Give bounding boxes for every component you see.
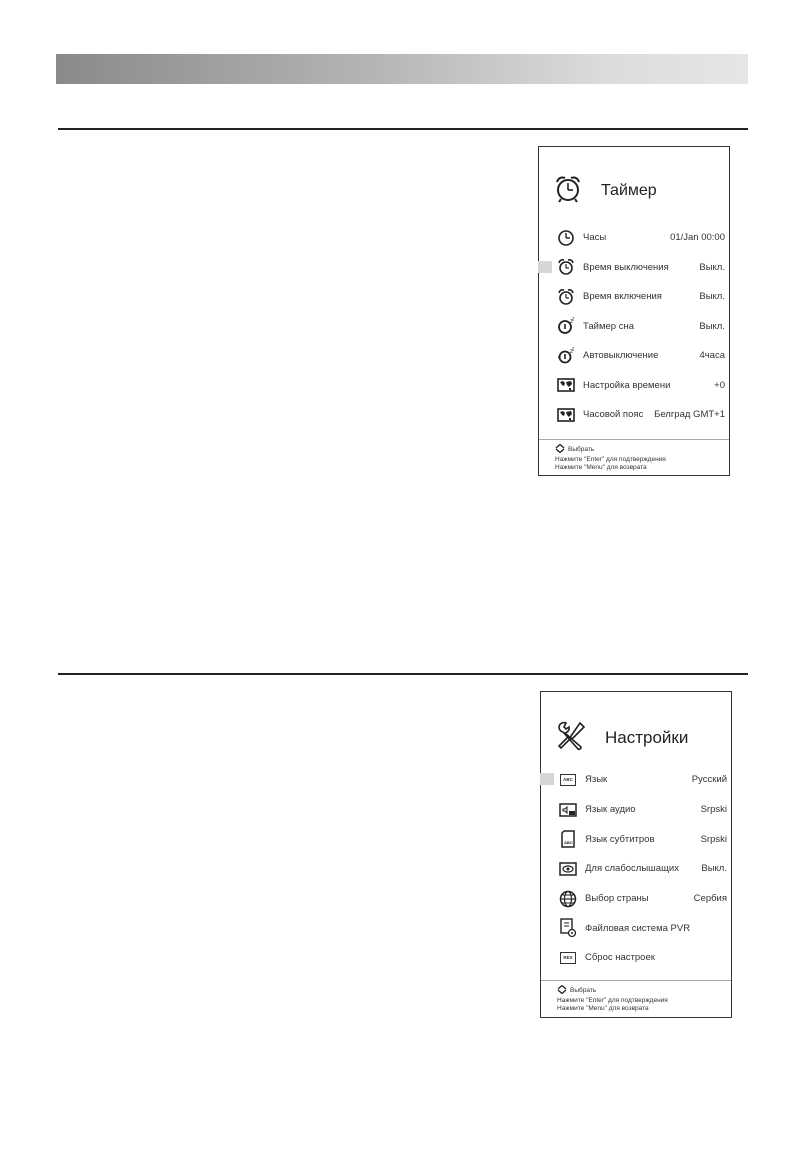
menu-item-value: 4часа: [699, 350, 725, 362]
settings-menu-header: [555, 716, 731, 760]
svg-text:z: z: [570, 348, 573, 355]
menu-item-label: Настройка времени: [583, 379, 671, 391]
hearing-impaired-icon: [559, 860, 577, 878]
menu-item-value: Srpski: [700, 833, 727, 845]
enter-hint: Нажмите "Enter" для подтверждения: [555, 456, 666, 463]
sleep-timer-icon: [557, 317, 575, 335]
menu-item-time-zone[interactable]: [539, 400, 729, 430]
svg-text:z: z: [570, 319, 573, 326]
timer-menu-header: [553, 171, 729, 211]
menu-item-label: Язык: [585, 774, 608, 786]
menu-item-label: Сброс настроек: [585, 952, 655, 964]
settings-menu-footer: [541, 980, 731, 1017]
menu-item-country[interactable]: [541, 884, 731, 914]
menu-item-hearing-impaired[interactable]: [541, 854, 731, 884]
menu-item-value: Выкл.: [701, 863, 727, 875]
subtitle-language-icon: [559, 830, 577, 848]
world-map-icon: [557, 406, 575, 424]
enter-hint: Нажмите "Enter" для подтверждения: [557, 997, 668, 1004]
menu-item-label: Таймер сна: [583, 320, 634, 332]
world-map-icon: [557, 376, 575, 394]
menu-item-label: Автовыключение: [583, 350, 659, 362]
timer-menu-title: Таймер: [601, 182, 657, 199]
menu-item-value: Выкл.: [699, 261, 725, 273]
clock-icon: [557, 229, 575, 247]
sleep-timer-icon: [557, 347, 575, 365]
timer-menu-footer: [539, 439, 729, 475]
menu-item-value: Сербия: [693, 893, 727, 905]
menu-item-audio-language[interactable]: [541, 795, 731, 825]
reset-icon: RES: [559, 949, 577, 967]
menu-item-label: Файловая система PVR: [585, 922, 691, 934]
select-hint: Выбрать: [570, 987, 597, 994]
menu-item-value: Srpski: [700, 804, 727, 816]
abc-language-icon: ABC: [559, 771, 577, 789]
settings-menu-panel: [540, 691, 732, 1018]
menu-item-pvr-file-system[interactable]: [541, 913, 731, 943]
menu-item-label: Язык субтитров: [585, 833, 655, 845]
menu-item-label: Часовой пояс: [583, 409, 644, 421]
alarm-clock-icon: [553, 174, 583, 209]
menu-item-value: Выкл.: [699, 320, 725, 332]
menu-item-auto-off[interactable]: [539, 341, 729, 371]
menu-item-label: Выбор страны: [585, 893, 649, 905]
svg-text:ABC: ABC: [564, 840, 573, 846]
menu-item-label: Время выключения: [583, 261, 669, 273]
audio-language-icon: [559, 801, 577, 819]
menu-item-subtitle-language[interactable]: [541, 824, 731, 854]
menu-item-value: 01/Jan 00:00: [670, 232, 725, 244]
menu-hint: Нажмите "Menu" для возврата: [555, 464, 647, 471]
menu-item-label: Для слабослышащих: [585, 863, 679, 875]
menu-item-clock[interactable]: [539, 223, 729, 253]
menu-item-off-time[interactable]: [539, 253, 729, 283]
menu-item-label: Время включения: [583, 291, 662, 303]
wrench-screwdriver-icon: [555, 720, 587, 757]
settings-menu-title: Настройки: [605, 728, 689, 747]
section-divider-settings: [58, 673, 748, 675]
globe-icon: [559, 890, 577, 908]
menu-item-value: Русский: [691, 774, 727, 786]
alarm-clock-icon: [557, 258, 575, 276]
timer-menu-list: [539, 223, 729, 430]
menu-item-label: Часы: [583, 232, 607, 244]
menu-item-on-time[interactable]: [539, 282, 729, 312]
menu-hint: Нажмите "Menu" для возврата: [557, 1005, 649, 1012]
svg-text:z: z: [572, 346, 575, 353]
menu-item-language[interactable]: [541, 765, 731, 795]
menu-item-value: Выкл.: [699, 291, 725, 303]
svg-text:z: z: [572, 317, 575, 323]
menu-item-reset[interactable]: [541, 943, 731, 973]
menu-item-label: Язык аудио: [585, 804, 636, 816]
select-hint: Выбрать: [568, 446, 595, 453]
menu-item-value: +0: [714, 379, 725, 391]
section-header-bar: [56, 54, 748, 84]
up-down-arrows-icon: [555, 444, 565, 456]
section-divider-timer: [58, 128, 748, 130]
menu-item-value: Белград GMT+1: [654, 409, 725, 421]
alarm-clock-icon: [557, 288, 575, 306]
up-down-arrows-icon: [557, 985, 567, 997]
timer-menu-panel: [538, 146, 730, 476]
settings-menu-list: [541, 765, 731, 973]
menu-item-time-setting[interactable]: [539, 371, 729, 401]
pvr-file-system-icon: [559, 919, 577, 937]
menu-item-sleep-timer[interactable]: [539, 312, 729, 342]
